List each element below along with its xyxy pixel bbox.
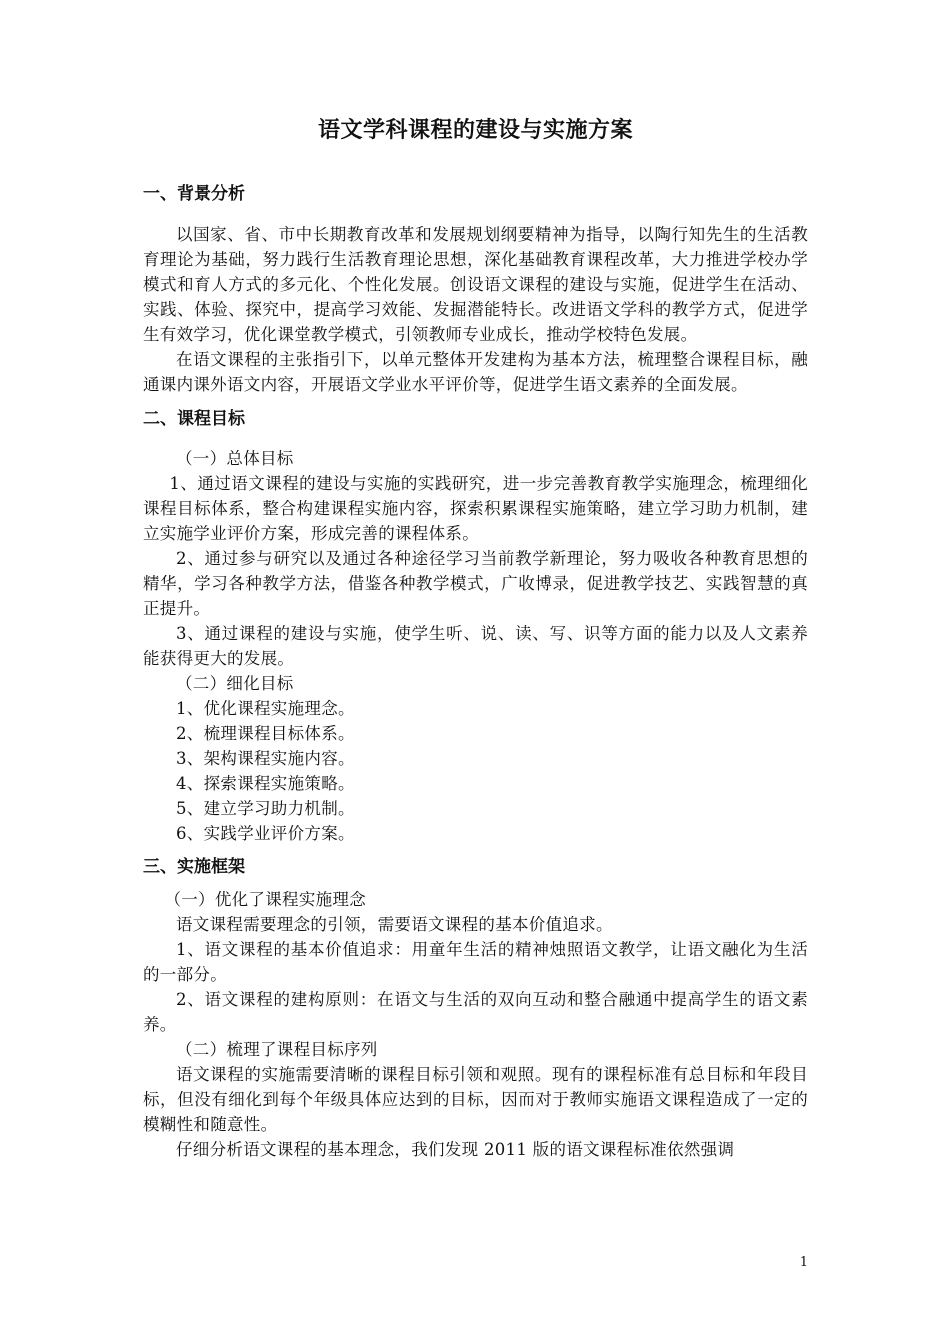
section-heading-goals: 二、课程目标 [143,409,245,429]
paragraph: 语文课程需要理念的引领，需要语文课程的基本价值追求。 [176,915,613,934]
list-item: 2、梳理课程目标体系。 [176,724,355,743]
list-item: 6、实践学业评价方案。 [176,824,355,843]
list-item: 4、探索课程实施策略。 [176,774,355,793]
paragraph: 1、通过语文课程的建设与实施的实践研究，进一步完善教育教学实施理念，梳理细化课程目标体系，整合构建课程实施内容，探索积累课程实施策略，建立学习助力机制，建立实施学业评价方案，形成完善的课程体系。 [143,474,808,543]
paragraph: 以国家、省、市中长期教育改革和发展规划纲要精神为指导，以陶行知先生的生活教育理论为基础，努力践行生活教育理论思想，深化基础教育课程改革，大力推进学校办学模式和育人方式的多元化、个性化发展。创设语文课程的建设与实施，促进学生在活动、实践、体验、探究中，提高学习效能、发掘潜能特长。改进语文学科的教学方式，促进学生有效学习，优化课堂教学模式，引领教师专业成长，推动学校特色发展。 [143,225,808,344]
paragraph: 3、通过课程的建设与实施，使学生听、说、读、写、识等方面的能力以及人文素养能获得更大的发展。 [143,624,808,668]
paragraph: 2、通过参与研究以及通过各种途径学习当前教学新理论，努力吸收各种教育思想的精华，学习各种教学方法，借鉴各种教学模式，广收博录，促进教学技艺、实践智慧的真正提升。 [143,549,808,618]
page-number: 1 [799,1255,808,1270]
paragraph: 语文课程的实施需要清晰的课程目标引领和观照。现有的课程标准有总目标和年段目标，但没有细化到每个年级具体应达到的目标，因而对于教师实施语文课程造成了一定的模糊性和随意性。 [143,1065,808,1134]
paragraph: 2、语文课程的建构原则：在语文与生活的双向互动和整合融通中提高学生的语文素养。 [143,990,808,1034]
paragraph: 仔细分析语文课程的基本理念，我们发现 2011 版的语文课程标准依然强调 [176,1140,735,1159]
section-heading-background: 一、背景分析 [143,184,245,204]
subheading-detailed-goals: （二）细化目标 [176,674,294,693]
paragraph: 在语文课程的主张指引下，以单元整体开发建构为基本方法，梳理整合课程目标，融通课内课外语文内容，开展语文学业水平评价等，促进学生语文素养的全面发展。 [143,350,808,394]
list-item: 5、建立学习助力机制。 [176,799,355,818]
subheading-optimize-concept: （一）优化了课程实施理念 [164,890,367,909]
list-item: 1、优化课程实施理念。 [176,699,355,718]
document-title: 语文学科课程的建设与实施方案 [317,118,633,143]
paragraph: 1、语文课程的基本价值追求：用童年生活的精神烛照语文教学，让语文融化为生活的一部分。 [143,940,808,984]
section-heading-framework: 三、实施框架 [143,857,245,877]
subheading-goal-sequence: （二）梳理了课程目标序列 [176,1040,378,1059]
subheading-overall-goals: （一）总体目标 [176,449,294,468]
list-item: 3、架构课程实施内容。 [176,749,355,768]
